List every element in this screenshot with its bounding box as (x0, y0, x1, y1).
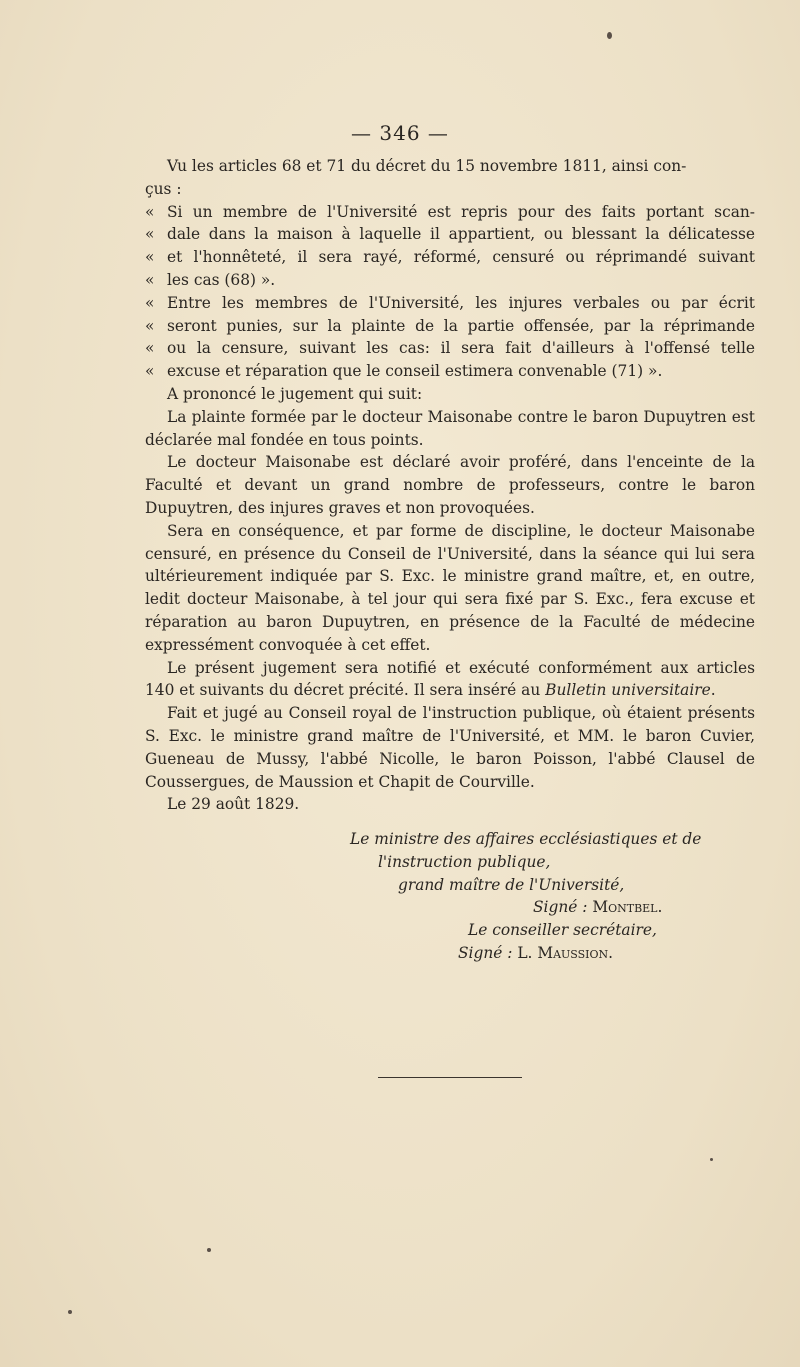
quote-line (145, 315, 755, 338)
quote-article-68 (145, 201, 755, 292)
signed-montbel (533, 896, 662, 919)
quote-line (145, 269, 755, 292)
guillemet: « (145, 293, 155, 312)
quote-line (145, 201, 755, 224)
paper-speck (207, 1248, 211, 1252)
quote-line (145, 292, 755, 315)
signed-maussion (458, 942, 613, 965)
guillemet: « (145, 339, 155, 358)
judgment-paragraph-3: Sera en conséquence, et par forme de discipline, le docteur Maisonabe censuré, en présence du Conseil de l'Université, dans la séance qui lui sera ultérieurement indiquée par S. Exc. le ministre grand maître, et, en outre, ledit docteur Maisonabe, à tel jour qui sera fixé par S. Exc., fera excuse et réparation au baron Dupuytren, en présence de la Faculté de médecine expressément convoquée à cet effet. (145, 521, 755, 654)
guillemet: « (145, 225, 155, 244)
signed-prefix: Signé : (458, 943, 513, 962)
signer-name-maussion: L. Maussion. (517, 943, 614, 962)
signature-line-1: Le ministre des affaires ecclésiastiques et de (350, 830, 702, 848)
page-number: — 346 — (351, 121, 449, 145)
paragraph-4-text: Le présent jugement sera notifié et exécuté conformément aux articles 140 et suivants du décret précité. Il sera inséré au (145, 658, 755, 700)
paper-speck (607, 32, 612, 39)
intro-line-2: çus : (145, 179, 182, 198)
quote-line (145, 360, 755, 383)
quote-text: Entre les membres de l'Université, les injures verbales ou par écrit (167, 293, 755, 312)
intro-line-1: Vu les articles 68 et 71 du décret du 15 novembre 1811, ainsi con- (167, 157, 687, 175)
quote-line (145, 246, 755, 269)
paragraph-4-end: . (710, 681, 716, 700)
intro-paragraph (145, 155, 755, 201)
judgment-paragraph-2: Le docteur Maisonabe est déclaré avoir proféré, dans l'enceinte de la Faculté et devant un grand nombre de professeurs, contre le baron Dupuytren, des injures graves et non provoquées. (145, 453, 755, 517)
quote-article-71 (145, 292, 755, 383)
guillemet: « (145, 362, 155, 381)
signature-block (145, 828, 755, 965)
guillemet: « (145, 248, 155, 267)
quote-text: ou la censure, suivant les cas: il sera fait d'ailleurs à l'offensé telle (167, 339, 755, 358)
signer-name-montbel: Montbel. (592, 898, 663, 917)
paper-speck (710, 1158, 713, 1161)
quote-text: dale dans la maison à laquelle il appartient, ou blessant la délicatesse (167, 225, 755, 244)
signature-line-3: grand maître de l'Université, (398, 875, 625, 894)
closing-rule (378, 1077, 522, 1078)
body-text (145, 155, 755, 816)
bulletin-title: Bulletin universitaire (545, 681, 711, 700)
signed-prefix: Signé : (533, 898, 588, 917)
guillemet: « (145, 316, 155, 335)
judgment-paragraph-1: La plainte formée par le docteur Maisonabe contre le baron Dupuytren est déclarée mal fondée en tous points. (145, 407, 755, 449)
quote-text: les cas (68) ». (167, 270, 276, 289)
signature-line-5: Le conseiller secrétaire, (468, 921, 657, 940)
quote-text: excuse et réparation que le conseil estimera convenable (71) ». (167, 362, 663, 381)
guillemet: « (145, 202, 155, 221)
pronounce-line: A prononcé le jugement qui suit: (167, 384, 423, 403)
judgment-paragraph-4 (145, 657, 755, 703)
guillemet: « (145, 270, 155, 289)
quote-text: et l'honnêteté, il sera rayé, réformé, censuré ou réprimandé suivant (167, 248, 755, 267)
quote-line (145, 337, 755, 360)
paper-speck (68, 1310, 72, 1314)
quote-text: seront punies, sur la plainte de la partie offensée, par la réprimande (167, 316, 755, 335)
judgment-paragraph-5: Fait et jugé au Conseil royal de l'instruction publique, où étaient présents S. Exc. le ministre grand maître de l'Université, et MM. le baron Cuvier, Gueneau de Mussy, l'abbé Nicolle, le baron Poisson, l'abbé Clausel de Coussergues, de Maussion et Chapit de Courville. (145, 704, 755, 791)
signature-line-2: l'instruction publique, (378, 852, 551, 871)
quote-text: Si un membre de l'Université est repris pour des faits portant scan- (167, 202, 755, 221)
quote-line (145, 223, 755, 246)
date-line: Le 29 août 1829. (167, 795, 300, 814)
